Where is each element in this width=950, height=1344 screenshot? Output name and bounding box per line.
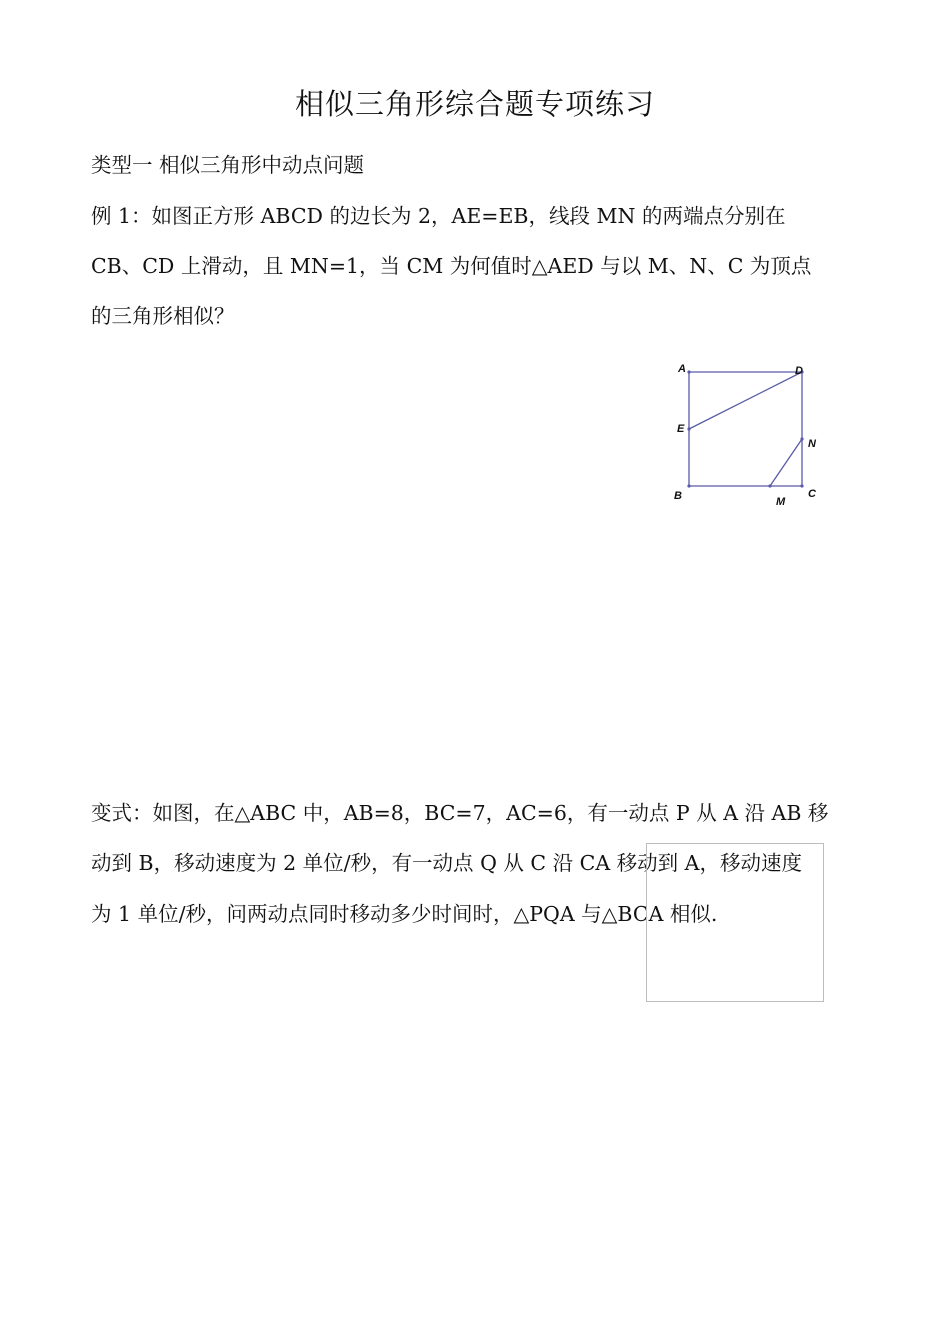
example1-text-line-3: 的三角形相似？ bbox=[91, 304, 235, 328]
label-d: D bbox=[795, 365, 803, 377]
example1-text-line-1: 例 1：如图正方形 ABCD 的边长为 2，AE=EB，线段 MN 的两端点分别在 bbox=[91, 204, 786, 228]
section-heading: 类型一 相似三角形中动点问题 bbox=[91, 153, 365, 177]
label-e: E bbox=[677, 423, 685, 435]
label-m: M bbox=[776, 496, 786, 508]
point-b bbox=[687, 484, 690, 487]
segment-ed bbox=[689, 372, 802, 429]
point-m bbox=[768, 484, 771, 487]
point-e bbox=[687, 427, 690, 430]
variant-text-line-2: 动到 B，移动速度为 2 单位/秒，有一动点 Q 从 C 沿 CA 移动到 A，移动速度 bbox=[91, 851, 802, 875]
label-b: B bbox=[674, 490, 682, 502]
point-n bbox=[800, 437, 803, 440]
label-n: N bbox=[808, 438, 816, 450]
label-a: A bbox=[678, 363, 686, 375]
point-a bbox=[687, 370, 690, 373]
example1-text-line-2: CB、CD 上滑动，且 MN=1，当 CM 为何值时△AED 与以 M、N、C 为顶点 bbox=[91, 254, 812, 278]
variant-figure-placeholder bbox=[646, 843, 824, 1002]
variant-text-line-3: 为 1 单位/秒，问两动点同时移动多少时间时，△PQA 与△BCA 相似. bbox=[91, 902, 718, 926]
page-title: 相似三角形综合题专项练习 bbox=[294, 87, 655, 121]
square-abcd-figure bbox=[664, 352, 834, 512]
variant-text-line-1: 变式：如图，在△ABC 中，AB=8，BC=7，AC=6，有一动点 P 从 A 沿 AB 移 bbox=[91, 801, 829, 825]
label-c: C bbox=[808, 488, 816, 500]
segment-mn bbox=[770, 439, 802, 486]
point-c bbox=[800, 484, 803, 487]
